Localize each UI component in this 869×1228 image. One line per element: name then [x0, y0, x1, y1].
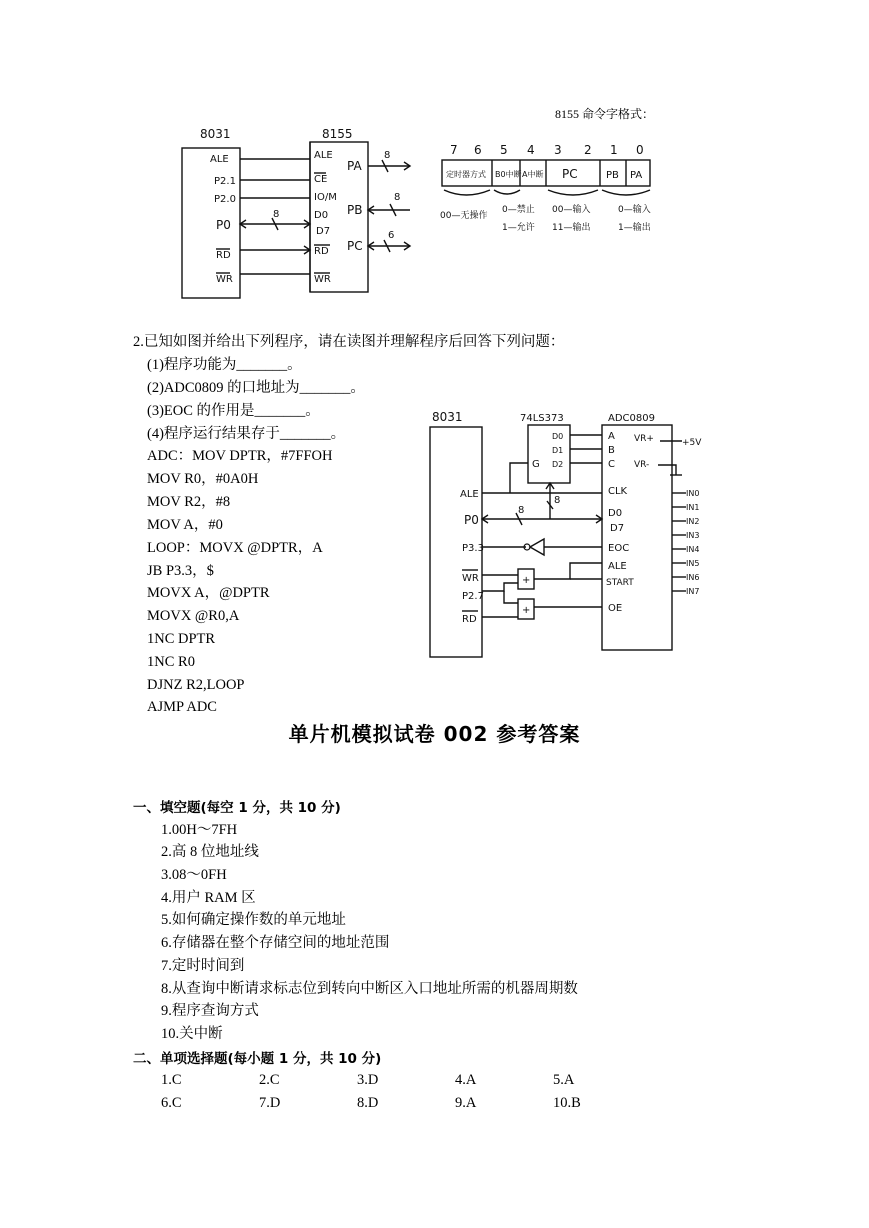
code-line: MOV A，#0	[147, 517, 223, 533]
choice-answer: 5.A	[553, 1072, 575, 1088]
choice-answer: 1.C	[161, 1072, 182, 1088]
fig2-bus-label: 8	[554, 495, 561, 506]
fig1-field: A中断	[522, 170, 544, 179]
fig2-adc-ref: VR-	[634, 460, 650, 470]
fig1-field: 定时器方式	[446, 170, 486, 179]
fill-answer: 7.定时时间到	[161, 958, 245, 974]
choice-answer: 9.A	[455, 1095, 477, 1111]
fill-answer: 8.从查询中断请求标志位到转向中断区入口地址所需的机器周期数	[161, 981, 578, 997]
code-line: MOV R2，#8	[147, 494, 231, 510]
fig1-note: 00—输入	[552, 205, 591, 215]
page-title: 单片机模拟试卷 002 参考答案	[288, 722, 581, 746]
fig1-note: 1—输出	[618, 223, 651, 233]
fill-answer: 5.如何确定操作数的单元地址	[161, 912, 346, 928]
fig1-note: 00—无操作	[440, 211, 488, 221]
q2-question: (1)程序功能为_______。	[147, 357, 302, 373]
fig1-bus-label: 8	[384, 150, 391, 161]
fig2-adc-pin: OE	[608, 603, 623, 614]
fig1-cpu-pin: P2.1	[214, 176, 236, 187]
fig2-input: IN5	[686, 559, 700, 568]
fig2-adc-pin: D7	[610, 523, 625, 534]
fig2-cpu-pin: P2.7	[462, 591, 484, 602]
choice-answer: 10.B	[553, 1095, 581, 1111]
fig1-chip-pin: D7	[316, 226, 331, 237]
code-line: ADC：MOV DPTR，#7FFOH	[147, 448, 333, 464]
fig1-bit-number: 7	[450, 143, 458, 157]
fig2-cpu-pin: P3.3	[462, 543, 484, 554]
fill-answer: 10.关中断	[161, 1026, 223, 1042]
q2-question: (3)EOC 的作用是_______。	[147, 403, 320, 419]
fill-answer: 2.高 8 位地址线	[161, 844, 259, 860]
fig1-bit-number: 2	[584, 143, 592, 157]
fig2-adc-circuit-diagram	[420, 405, 710, 660]
choice-answer: 3.D	[357, 1072, 379, 1088]
choice-answer: 8.D	[357, 1095, 379, 1111]
fig2-adc-pin: D0	[608, 508, 623, 519]
fig1-field: PC	[562, 167, 578, 181]
fig2-input: IN3	[686, 531, 700, 540]
fig1-chip-port: PB	[347, 203, 363, 217]
fig1-cpu-pin: RD	[216, 250, 231, 261]
fig1-caption: 8155 命令字格式：	[555, 107, 655, 121]
code-line: LOOP：MOVX @DPTR，A	[147, 540, 323, 556]
fig1-cpu-pin: P2.0	[214, 194, 236, 205]
fig1-chip-pin: WR	[314, 274, 331, 285]
fig2-adc-pin: A	[608, 431, 615, 442]
fig1-bit-number: 5	[500, 143, 508, 157]
fig1-chip-pin: RD	[314, 246, 329, 257]
fig1-cpu-pin: P0	[216, 218, 231, 232]
fig2-input: IN2	[686, 517, 700, 526]
fig1-chip-pin: IO/M	[314, 192, 337, 203]
code-line: MOVX @R0,A	[147, 608, 240, 624]
fig1-chip-port: PC	[347, 239, 363, 253]
code-line: MOV R0，#0A0H	[147, 471, 259, 487]
choice-answer: 7.D	[259, 1095, 281, 1111]
fig1-bit-number: 4	[527, 143, 535, 157]
fig2-gate-label: +	[522, 605, 531, 616]
fig1-cpu-pin: WR	[216, 274, 233, 285]
fig2-latch-pin: G	[532, 459, 540, 470]
code-line: MOVX A，@DPTR	[147, 585, 270, 601]
fig2-vcc: +5V	[682, 438, 702, 448]
fig1-circuit-diagram	[170, 122, 690, 307]
fig2-gate-label: +	[522, 575, 531, 586]
fig1-field: B0中断	[495, 170, 522, 179]
fill-answer: 4.用户 RAM 区	[161, 890, 256, 906]
fig1-note: 0—禁止	[502, 205, 535, 215]
fig2-cpu-pin: RD	[462, 614, 477, 625]
fig2-cpu-label: 8031	[432, 410, 463, 424]
fig2-latch-pin: D2	[552, 460, 564, 469]
fill-answer: 1.00H～7FH	[161, 822, 238, 838]
fig1-chip-label: 8155	[322, 127, 353, 141]
section-heading: 一、填空题(每空 1 分，共 10 分)	[133, 800, 341, 816]
code-line: DJNZ R2,LOOP	[147, 677, 245, 693]
fig2-adc-pin: B	[608, 445, 615, 456]
q2-question: (4)程序运行结果存于_______。	[147, 426, 346, 442]
fig1-bus-label: 8	[394, 192, 401, 203]
code-line: 1NC R0	[147, 654, 195, 670]
fig1-note: 1—允许	[502, 223, 535, 233]
fig2-adc-pin: CLK	[608, 486, 628, 497]
fig1-bus-label: 8	[273, 209, 280, 220]
fill-answer: 6.存储器在整个存储空间的地址范围	[161, 935, 390, 951]
fig2-latch-pin: D1	[552, 446, 564, 455]
fig2-input: IN6	[686, 573, 700, 582]
fig1-note: 11—输出	[552, 223, 591, 233]
fig2-latch-pin: D0	[552, 432, 564, 441]
fig2-input: IN1	[686, 503, 700, 512]
fig2-latch-label: 74LS373	[520, 413, 564, 424]
fig2-latch-box	[528, 425, 570, 483]
fig2-cpu-pin: ALE	[460, 489, 479, 500]
choice-answer: 6.C	[161, 1095, 182, 1111]
fig1-bus-label: 6	[388, 230, 395, 241]
fig1-field: PA	[630, 170, 643, 181]
fig2-input: IN4	[686, 545, 700, 554]
fig1-bit-number: 1	[610, 143, 618, 157]
fig2-adc-pin: C	[608, 459, 615, 470]
code-line: AJMP ADC	[147, 699, 217, 715]
section-heading: 二、单项选择题(每小题 1 分，共 10 分)	[133, 1051, 382, 1067]
fig2-cpu-pin: P0	[464, 513, 479, 527]
choice-row	[161, 1093, 651, 1113]
fig2-adc-pin: START	[606, 578, 634, 588]
fig2-input: IN0	[686, 489, 700, 498]
fig2-input: IN7	[686, 587, 700, 596]
code-line: JB P3.3，$	[147, 563, 214, 579]
fig1-bit-number: 3	[554, 143, 562, 157]
q2-intro: 2.已知如图并给出下列程序，请在读图并理解程序后回答下列问题：	[133, 334, 565, 350]
fig2-bus-label: 8	[518, 505, 525, 516]
fig1-chip-pin: ALE	[314, 150, 333, 161]
fill-answer: 9.程序查询方式	[161, 1003, 259, 1019]
fig1-chip-pin: D0	[314, 210, 329, 221]
fig1-field: PB	[606, 170, 619, 181]
fig1-cpu-pin: ALE	[210, 154, 229, 165]
fig1-bit-number: 0	[636, 143, 644, 157]
fig2-adc-pin: EOC	[608, 543, 630, 554]
choice-answer: 2.C	[259, 1072, 280, 1088]
fill-answer: 3.08～0FH	[161, 867, 227, 883]
fig1-bit-number: 6	[474, 143, 482, 157]
choice-row	[161, 1070, 651, 1090]
fig1-note: 0—输入	[618, 205, 651, 215]
fig2-adc-ref: VR+	[634, 434, 654, 444]
code-line: 1NC DPTR	[147, 631, 216, 647]
fig1-chip-port: PA	[347, 159, 362, 173]
choice-answer: 4.A	[455, 1072, 477, 1088]
fig1-cpu-label: 8031	[200, 127, 231, 141]
q2-question: (2)ADC0809 的口地址为_______。	[147, 380, 365, 396]
fig2-adc-pin: ALE	[608, 561, 627, 572]
fig1-chip-pin: CE	[314, 174, 328, 185]
fig2-adc-label: ADC0809	[608, 413, 655, 424]
fig2-cpu-pin: WR	[462, 573, 479, 584]
